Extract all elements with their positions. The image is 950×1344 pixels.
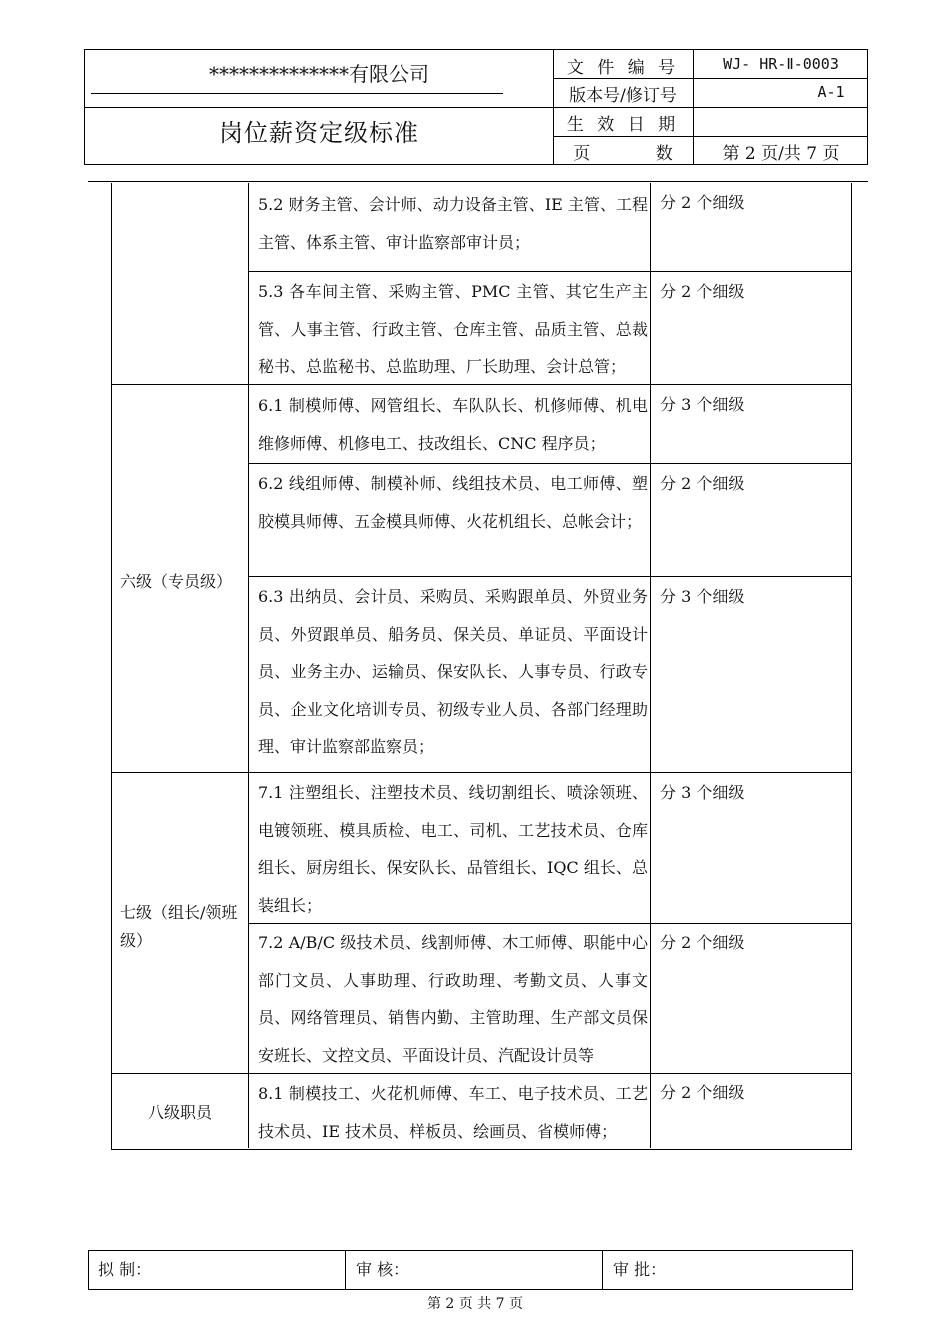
level-label: 六级（专员级） [120, 572, 233, 591]
version-number: A-1 [817, 83, 845, 101]
page-count: 第 2 页/共 7 页 [722, 144, 840, 164]
grade-description: 6.1 制模师傅、网管组长、车队队长、机修师傅、机电维修师傅、机修电工、技改组长、CNC 程序员； [258, 396, 648, 453]
sub-grade-count: 分 2 个细级 [660, 1083, 745, 1102]
grade-description: 6.3 出纳员、会计员、采购员、采购跟单员、外贸业务员、外贸跟单员、船务员、保关员、单证员、平面设计员、业务主办、运输员、保安队长、人事专员、行政专员、企业文化培训专员、初级专业人员、各部门经理助理、审计监察部监察员； [258, 587, 648, 756]
column-divider [248, 183, 249, 1148]
salary-grade-table [111, 183, 852, 1150]
company-underline [91, 93, 503, 94]
grade-description: 8.1 制模技工、火花机师傅、车工、电子技术员、工艺技术员、IE 技术员、样板员、绘画员、省模师傅； [258, 1084, 648, 1141]
header-bottom-rule [88, 181, 868, 182]
page-number: 第 2 页 共 7 页 [426, 1296, 524, 1312]
level-label: 七级（组长/领班级） [120, 903, 238, 950]
approved-by-label: 审 批： [613, 1260, 667, 1279]
row-divider [248, 271, 851, 272]
column-divider [602, 1251, 603, 1289]
reviewed-by-label: 审 核： [356, 1260, 410, 1279]
sub-grade-count: 分 2 个细级 [660, 474, 745, 493]
column-divider [650, 183, 651, 1148]
column-divider [345, 1251, 346, 1289]
label-pages: 页 数 [573, 144, 673, 164]
sub-grade-count: 分 3 个细级 [660, 395, 745, 414]
sub-grade-count: 分 3 个细级 [660, 587, 745, 606]
doc-number: WJ- HR-Ⅱ-0003 [723, 55, 839, 73]
label-version: 版本号/修订号 [569, 86, 677, 106]
grade-description: 7.2 A/B/C 级技术员、线割师傅、木工师傅、职能中心部门文员、人事助理、行政助理、考勤文员、人事文员、网络管理员、销售内勤、主管助理、生产部文员保安班长、文控文员、平面设计员、汽配设计员等 [258, 933, 648, 1065]
level-label: 八级职员 [147, 1103, 212, 1122]
document-title: 岗位薪资定级标准 [219, 119, 419, 147]
grade-description: 5.2 财务主管、会计师、动力设备主管、IE 主管、工程主管、体系主管、审计监察部审计员； [258, 195, 648, 252]
sub-grade-count: 分 3 个细级 [660, 783, 745, 802]
sub-grade-count: 分 2 个细级 [660, 282, 745, 301]
label-effective-date: 生 效 日 期 [566, 115, 680, 135]
sub-grade-count: 分 2 个细级 [660, 193, 745, 212]
header-divider [85, 107, 553, 108]
grade-description: 7.1 注塑组长、注塑技术员、线切割组长、喷涂领班、电镀领班、模具质检、电工、司机、工艺技术员、仓库组长、厨房组长、保安队长、品管组长、IQC 组长、总装组长； [258, 783, 648, 915]
signature-table [88, 1250, 853, 1290]
document-header [84, 49, 868, 165]
label-doc-no: 文 件 编 号 [566, 58, 680, 78]
company-name: **************有限公司 [209, 62, 429, 86]
grade-description: 5.3 各车间主管、采购主管、PMC 主管、其它生产主管、人事主管、行政主管、仓库主管、品质主管、总裁秘书、总监秘书、总监助理、厂长助理、会计总管； [258, 282, 648, 376]
header-row-line [553, 136, 867, 137]
grade-description: 6.2 线组师傅、制模补师、线组技术员、电工师傅、塑胶模具师傅、五金模具师傅、火花机组长、总帐会计； [258, 474, 648, 531]
sub-grade-count: 分 2 个细级 [660, 933, 745, 952]
row-divider [248, 463, 851, 464]
row-divider [248, 576, 851, 577]
header-row-line [553, 78, 867, 79]
row-divider [112, 772, 851, 773]
drafted-by-label: 拟 制： [98, 1260, 152, 1279]
header-row-line [553, 107, 867, 108]
